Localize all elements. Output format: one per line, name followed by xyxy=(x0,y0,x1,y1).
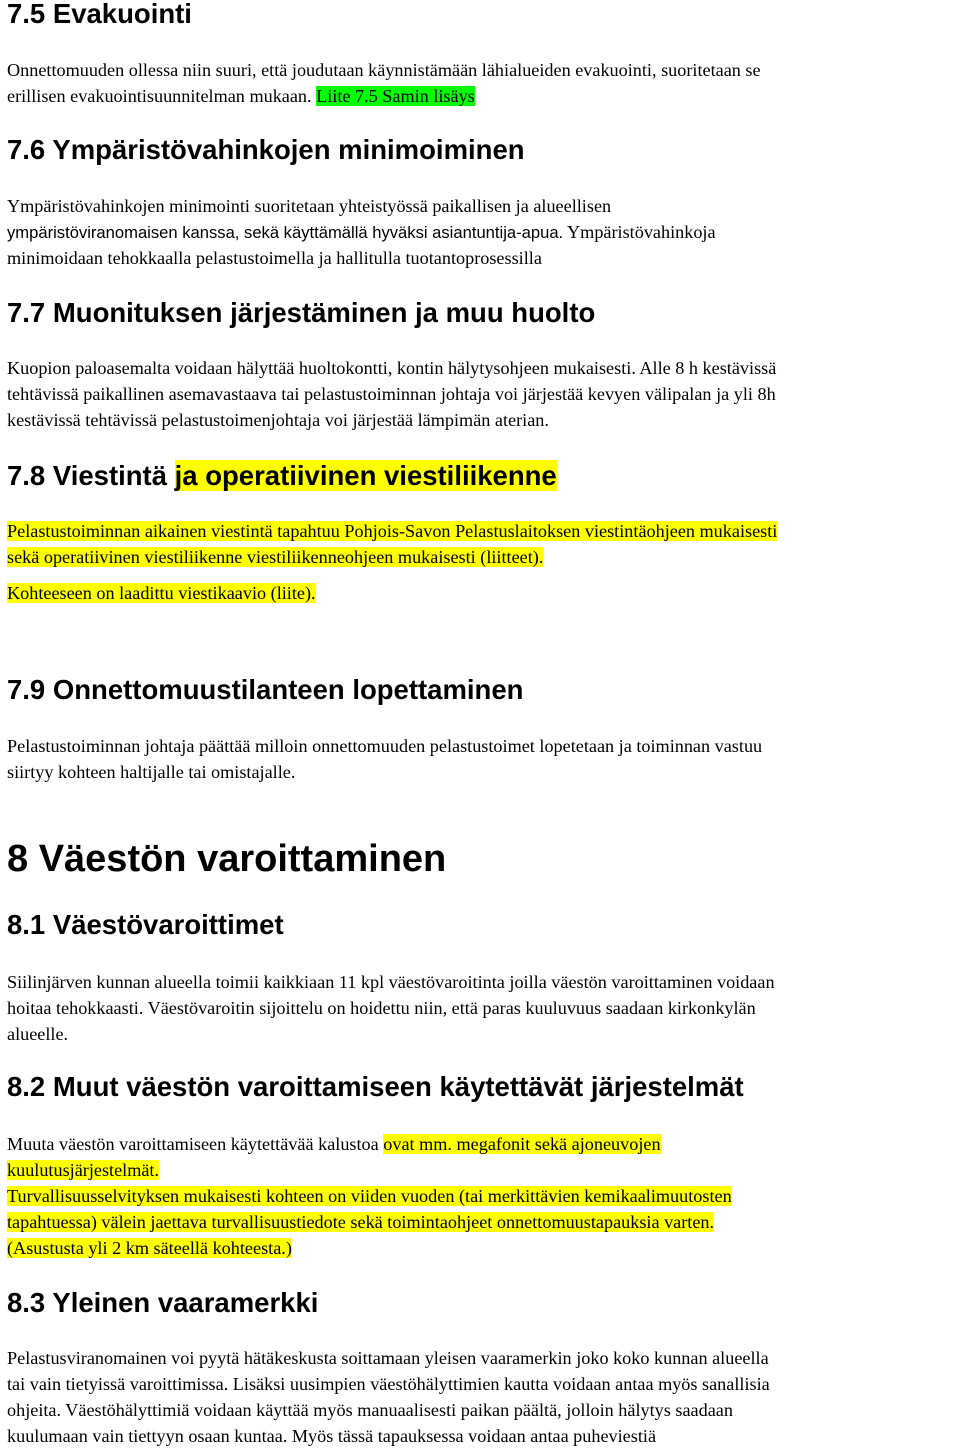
section-heading-7-7: 7.7 Muonituksen järjestäminen ja muu huolto xyxy=(7,297,596,328)
text-line xyxy=(7,1157,957,1183)
text-line: tehtävissä paikallinen asemavastaava tai pelastustoiminnan johtaja voi järjestää kevyen välipalan ja yli 8h xyxy=(7,384,776,404)
text-line: minimoidaan tehokkaalla pelastustoimella ja hallitulla tuotantoprosessilla xyxy=(7,248,542,268)
highlighted-text: (Asustusta yli 2 km säteellä kohteesta.) xyxy=(7,1238,292,1258)
text-line: kestävissä tehtävissä pelastustoimenjohtaja voi järjestää lämpimän aterian. xyxy=(7,410,549,430)
highlighted-text: ovat mm. megafonit sekä ajoneuvojen xyxy=(383,1134,661,1154)
text-line: Onnettomuuden ollessa niin suuri, että joudutaan käynnistämään lähialueiden evakuointi, suoritetaan se xyxy=(7,60,761,80)
text-line: Pelastustoiminnan johtaja päättää milloin onnettomuuden pelastustoimet lopetetaan ja toiminnan vastuu xyxy=(7,736,763,756)
text-run: Muuta väestön varoittamiseen käytettävää kalustoa xyxy=(7,1134,384,1154)
section-body-7-7 xyxy=(7,355,957,433)
text-line xyxy=(7,580,957,606)
text-line: hoitaa tehokkaasti. Väestövaroitin sijoittelu on hoidettu niin, että paras kuuluvuus saadaan kirkonkylän xyxy=(7,998,756,1018)
text-line: Kuopion paloasemalta voidaan hälyttää huoltokontti, kontin hälytysohjeen mukaisesti. Alle 8 h kestävissä xyxy=(7,358,777,378)
text-line xyxy=(7,219,957,245)
heading-highlight: ja operatiivinen viestiliikenne xyxy=(174,460,557,491)
section-body-8-3 xyxy=(7,1345,957,1449)
text-line xyxy=(7,1131,957,1157)
highlighted-text: sekä operatiivinen viestiliikenne viestiliikenneohjeen mukaisesti (liitteet). xyxy=(7,547,544,567)
section-body-7-9 xyxy=(7,733,957,785)
chapter-heading-8: 8 Väestön varoittaminen xyxy=(7,838,447,880)
heading-run: 7.8 Viestintä xyxy=(7,460,175,491)
highlighted-text: kuulutusjärjestelmät. xyxy=(7,1160,160,1180)
text-line xyxy=(7,1209,957,1235)
text-line: kuulumaan vain tiettyyn osaan kuntaa. Myös tässä tapauksessa voidaan antaa puheviestiä xyxy=(7,1426,657,1446)
section-heading-7-6: 7.6 Ympäristövahinkojen minimoiminen xyxy=(7,134,525,165)
section-heading-7-9: 7.9 Onnettomuustilanteen lopettaminen xyxy=(7,674,524,705)
text-line xyxy=(7,1235,957,1261)
section-heading-8-2: 8.2 Muut väestön varoittamiseen käytettävät järjestelmät xyxy=(7,1071,744,1102)
text-line xyxy=(7,544,957,570)
section-heading-7-5: 7.5 Evakuointi xyxy=(7,0,192,29)
section-body-7-8 xyxy=(7,518,957,606)
text-run: Ympäristövahinkoja xyxy=(563,222,716,242)
text-run: erillisen evakuointisuunnitelman mukaan. xyxy=(7,86,317,106)
section-body-8-1 xyxy=(7,969,957,1047)
section-heading-8-1: 8.1 Väestövaroittimet xyxy=(7,909,284,940)
text-line: Pelastusviranomainen voi pyytä hätäkeskusta soittamaan yleisen vaaramerkin joko koko kunnan alueella xyxy=(7,1348,769,1368)
highlighted-text: Pelastustoiminnan aikainen viestintä tapahtuu Pohjois-Savon Pelastuslaitoksen viestintäohjeen mukaisesti xyxy=(7,521,778,541)
text-line xyxy=(7,1183,957,1209)
attachment-note: Liite 7.5 Samin lisäys xyxy=(316,86,475,106)
highlighted-text: Turvallisuusselvityksen mukaisesti kohteen on viiden vuoden (tai merkittävien kemikaalimuutosten xyxy=(7,1186,732,1206)
text-line xyxy=(7,518,957,544)
text-line: Ympäristövahinkojen minimointi suoritetaan yhteistyössä paikallisen ja alueellisen xyxy=(7,196,612,216)
highlighted-text: Kohteeseen on laadittu viestikaavio (liite). xyxy=(7,583,316,603)
section-body-7-6 xyxy=(7,193,957,271)
text-run: ympäristöviranomaisen kanssa, sekä käyttämällä hyväksi asiantuntija-apua. xyxy=(7,223,564,242)
text-line: Siilinjärven kunnan alueella toimii kaikkiaan 11 kpl väestövaroitinta joilla väestön varoittaminen voidaan xyxy=(7,972,775,992)
text-line: ohjeita. Väestöhälyttimiä voidaan käyttää myös manuaalisesti paikan päältä, jolloin hälytys saadaan xyxy=(7,1400,733,1420)
section-heading-8-3: 8.3 Yleinen vaaramerkki xyxy=(7,1287,319,1318)
text-line: tai vain tietyissä varoittimissa. Lisäksi uusimpien väestöhälyttimien kautta voidaan antaa myös sanallisia xyxy=(7,1374,770,1394)
section-body-7-5 xyxy=(7,57,957,109)
text-line: alueelle. xyxy=(7,1024,69,1044)
text-line: siirtyy kohteen haltijalle tai omistajalle. xyxy=(7,762,296,782)
text-line xyxy=(7,83,957,109)
section-body-8-2 xyxy=(7,1131,957,1261)
highlighted-text: tapahtuessa) välein jaettava turvallisuustiedote sekä toimintaohjeet onnettomuustapauksia varten. xyxy=(7,1212,715,1232)
section-heading-7-8 xyxy=(7,460,557,492)
